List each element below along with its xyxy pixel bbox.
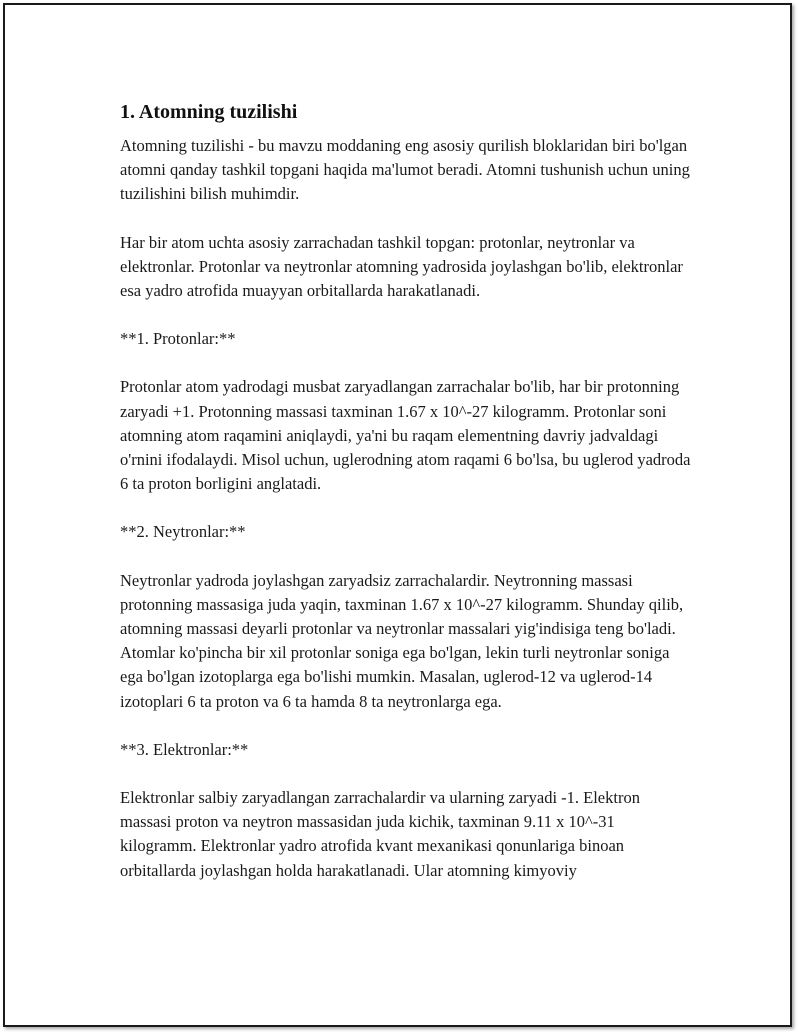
particles-paragraph: Har bir atom uchta asosiy zarrachadan tashkil topgan: protonlar, neytronlar va elektronlar. Protonlar va neytronlar atomning yadrosida joylashgan bo'lib, elektronlar esa yadro atrofida muayyan orbitallarda harakatlanadi. [120, 232, 683, 301]
protons-paragraph: Protonlar atom yadrodagi musbat zaryadlangan zarrachalar bo'lib, har bir protonning zaryadi +1. Protonning massasi taxminan 1.67 x 10^-27 kilogramm. Protonlar soni atomning atom raqamini aniqlaydi, ya'ni bu raqam elementning davriy jadvaldagi o'rnini ifodalaydi. Misol uchun, uglerodning atom raqami 6 bo'lsa, bu uglerod yadroda 6 ta proton borligini anglatadi. [120, 377, 691, 494]
electrons-subheading: **3. Elektronlar:** [120, 739, 249, 759]
neutrons-subheading: **2. Neytronlar:** [120, 522, 246, 542]
protons-subheading: **1. Protonlar:** [120, 329, 236, 349]
section-heading: 1. Atomning tuzilishi [120, 101, 298, 123]
electrons-paragraph: Elektronlar salbiy zaryadlangan zarrachalardir va ularning zaryadi -1. Elektron massasi proton va neytron massasidan juda kichik, taxminan 9.11 x 10^-31 kilogramm. Elektronlar yadro atrofida kvant mexanikasi qonunlariga binoan orbitallarda joylashgan holda harakatlanadi. Ular atomning kimyoviy [120, 788, 640, 880]
intro-paragraph: Atomning tuzilishi - bu mavzu moddaning eng asosiy qurilish bloklaridan biri bo'lgan atomni qanday tashkil topgani haqida ma'lumot beradi. Atomni tushunish uchun uning tuzilishini bilish muhimdir. [120, 136, 690, 204]
document-page [3, 3, 792, 1027]
neutrons-paragraph: Neytronlar yadroda joylashgan zaryadsiz zarrachalardir. Neytronning massasi protonning massasiga juda yaqin, taxminan 1.67 x 10^-27 kilogramm. Shunday qilib, atomning massasi deyarli protonlar va neytronlar massalari yig'indisiga teng bo'ladi. Atomlar ko'pincha bir xil protonlar soniga ega bo'lgan, lekin turli neytronlar soniga ega bo'lgan izotoplarga ega bo'lishi mumkin. Masalan, uglerod-12 va uglerod-14 izotoplari 6 ta proton va 6 ta hamda 8 ta neytronlarga ega. [120, 570, 684, 711]
document-body [120, 98, 695, 907]
